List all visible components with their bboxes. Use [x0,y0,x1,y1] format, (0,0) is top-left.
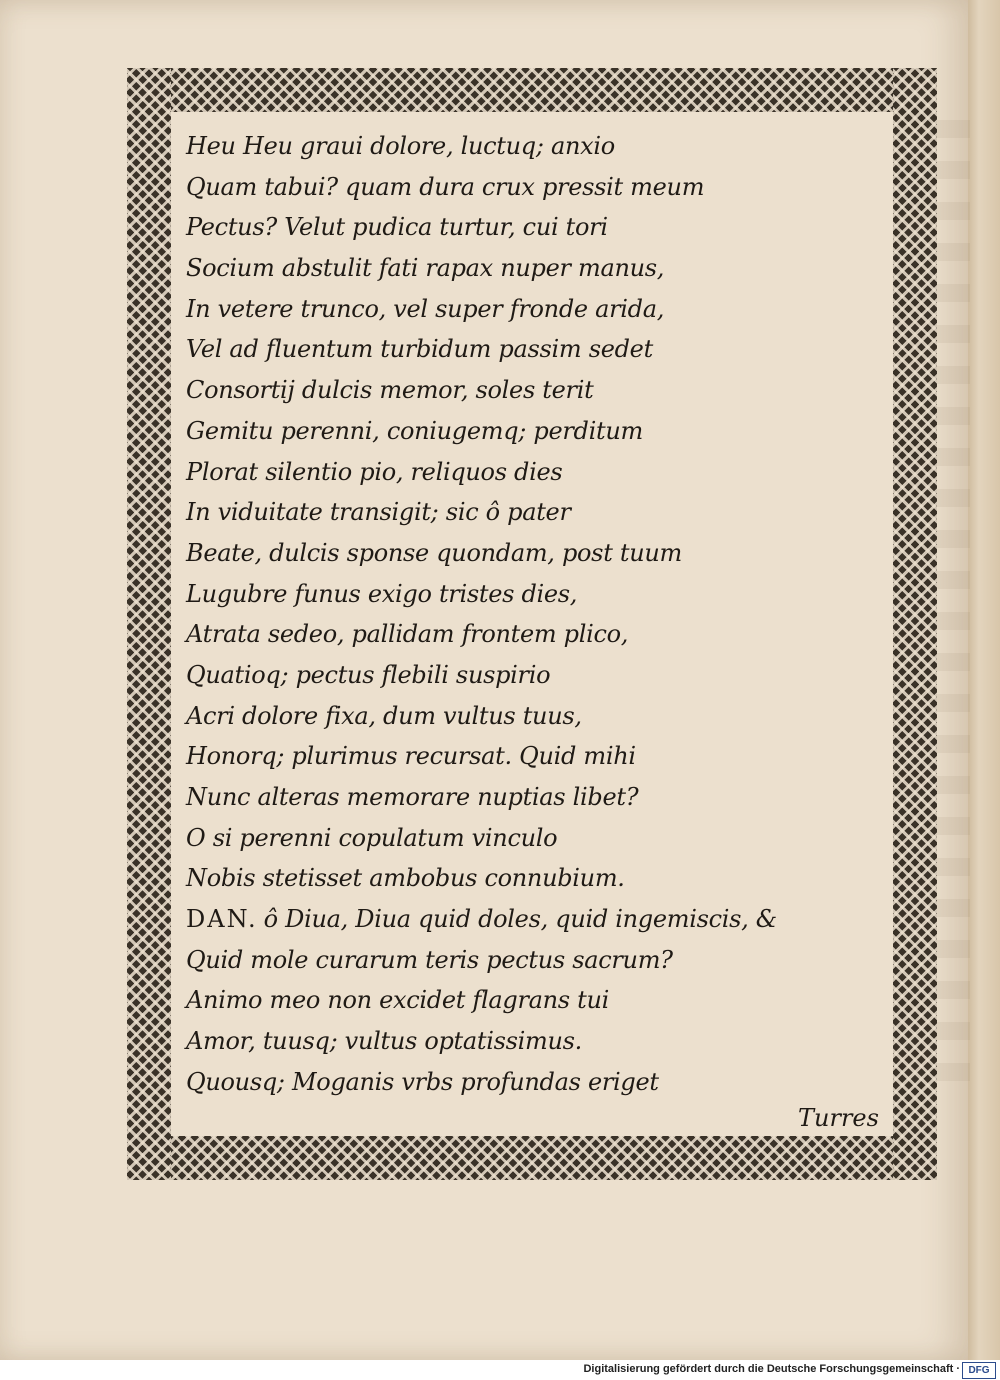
verse-line: Socium abstulit fati rapax nuper manus, [186,254,665,283]
verse-line: Quatioq; pectus flebili suspirio [186,660,551,689]
facing-page-edge [965,0,1000,1360]
dfg-logo: DFG [962,1362,996,1379]
verse-line: Beate, dulcis sponse quondam, post tuum [186,538,682,567]
verse-line: Acri dolore fixa, dum vultus tuus, [186,701,582,730]
verse-line: Heu Heu graui dolore, luctuq; anxio [186,132,615,160]
catchword: Turres [798,1104,879,1132]
verse-line: In viduitate transigit; sic ô pater [186,498,571,527]
verse-line: O si perenni copulatum vinculo [186,823,558,852]
border-top [127,68,937,112]
verse-line: Quid mole curarum teris pectus sacrum? [186,945,673,974]
border-left [127,68,171,1180]
verse-line: Lugubre funus exigo tristes dies, [186,579,578,608]
verse-line: Nobis stetisset ambobus connubium. [186,864,625,893]
verse-line: Amor, tuusq; vultus optatissimus. [186,1027,582,1056]
speaker-name: DAN. [186,905,258,934]
verse-line: Vel ad fluentum turbidum passim sedet [186,335,653,364]
border-bottom [127,1136,937,1180]
verse-line: Quam tabui? quam dura crux pressit meum [186,172,705,201]
border-right [893,68,937,1180]
speaker-verse-line [186,899,777,940]
verse-line: Pectus? Velut pudica turtur, cui tori [186,213,608,242]
poem-text [186,126,777,1103]
verse-line: Consortij dulcis memor, soles terit [186,376,594,405]
verse-line: Gemitu perenni, coniugemq; perditum [186,416,643,445]
verse-line: In vetere trunco, vel super fronde arida, [186,294,665,323]
verse-line: Honorq; plurimus recursat. Quid mihi [186,742,636,771]
verse-line: Atrata sedeo, pallidam frontem plico, [186,620,629,649]
verse-line: Plorat silentio pio, reliquos dies [186,457,563,486]
verse-line: Animo meo non excidet flagrans tui [186,986,610,1015]
funding-credit: Digitalisierung gefördert durch die Deutsche Forschungsgemeinschaft · [583,1363,960,1375]
verse-line: Quousq; Moganis vrbs profundas eriget [186,1067,659,1096]
verse-line: Nunc alteras memorare nuptias libet? [186,783,639,811]
speaker-line-text: ô Diua, Diua quid doles, quid ingemiscis, & [263,905,777,934]
